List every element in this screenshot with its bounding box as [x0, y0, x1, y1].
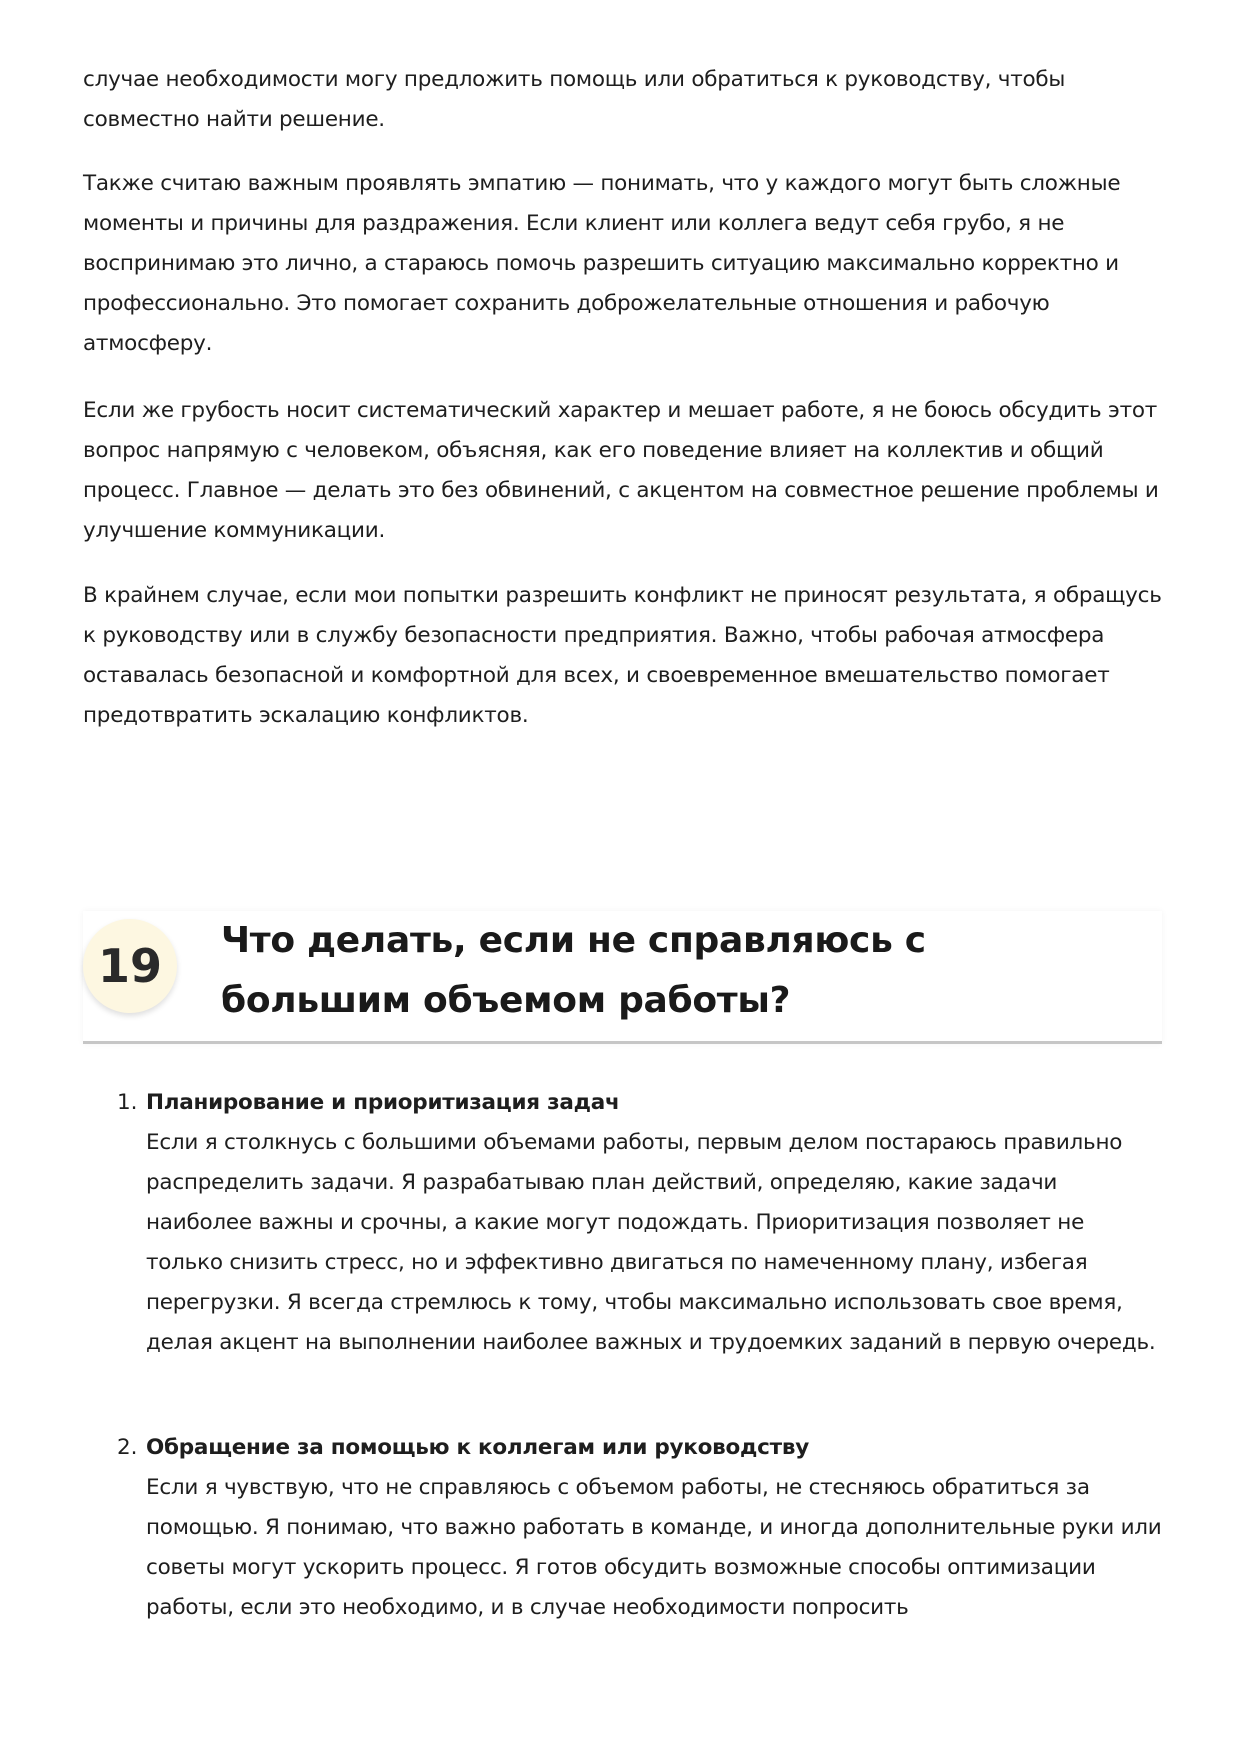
paragraph: В крайнем случае, если мои попытки разрешить конфликт не приносят результата, я обращусь к руководству или в службу безопасности предприятия. Важно, чтобы рабочая атмосфера оставалась безопасной и комфортной для всех, и своевременное вмешательство помогает предотвратить эскалацию конфликтов.: [83, 583, 1162, 728]
list-item-body: [146, 1083, 1163, 1363]
list-item-title: Обращение за помощью к коллегам или руководству: [146, 1435, 809, 1460]
list-item-number: 1.: [117, 1090, 138, 1115]
list-item-text: Если я столкнусь с большими объемами работы, первым делом постараюсь правильно распределить задачи. Я разрабатываю план действий, определяю, какие задачи наиболее важны и срочны, а какие могут подождать. Приоритизация позволяет не только снизить стресс, но и эффективно двигаться по намеченному плану, избегая перегрузки. Я всегда стремлюсь к тому, чтобы максимально использовать свое время, делая акцент на выполнении наиболее важных и трудоемких заданий в первую очередь.: [146, 1130, 1156, 1355]
question-number-badge: 19: [83, 919, 177, 1013]
section-header: [83, 911, 1162, 1044]
list-item-number: 2.: [117, 1435, 138, 1460]
section-title: Что делать, если не справляюсь с большим объемом работы?: [221, 920, 926, 1021]
paragraph: Также считаю важным проявлять эмпатию — понимать, что у каждого могут быть сложные моменты и причины для раздражения. Если клиент или коллега ведут себя грубо, я не воспринимаю это лично, а стараюсь помочь разрешить ситуацию максимально корректно и профессионально. Это помогает сохранить доброжелательные отношения и рабочую атмосферу.: [83, 171, 1121, 356]
paragraph: случае необходимости могу предложить помощь или обратиться к руководству, чтобы совместно найти решение.: [83, 67, 1066, 132]
list-item-text: Если я чувствую, что не справляюсь с объемом работы, не стесняюсь обратиться за помощью. Я понимаю, что важно работать в команде, и иногда дополнительные руки или советы могут ускорить процесс. Я готов обсудить возможные способы оптимизации работы, если это необходимо, и в случае необходимости попросить: [146, 1475, 1162, 1620]
list-item-title: Планирование и приоритизация задач: [146, 1090, 620, 1115]
paragraph: Если же грубость носит систематический характер и мешает работе, я не боюсь обсудить этот вопрос напрямую с человеком, объясняя, как его поведение влияет на коллектив и общий процесс. Главное — делать это без обвинений, с акцентом на совместное решение проблемы и улучшение коммуникации.: [83, 398, 1159, 543]
list-item-body: [146, 1428, 1163, 1628]
